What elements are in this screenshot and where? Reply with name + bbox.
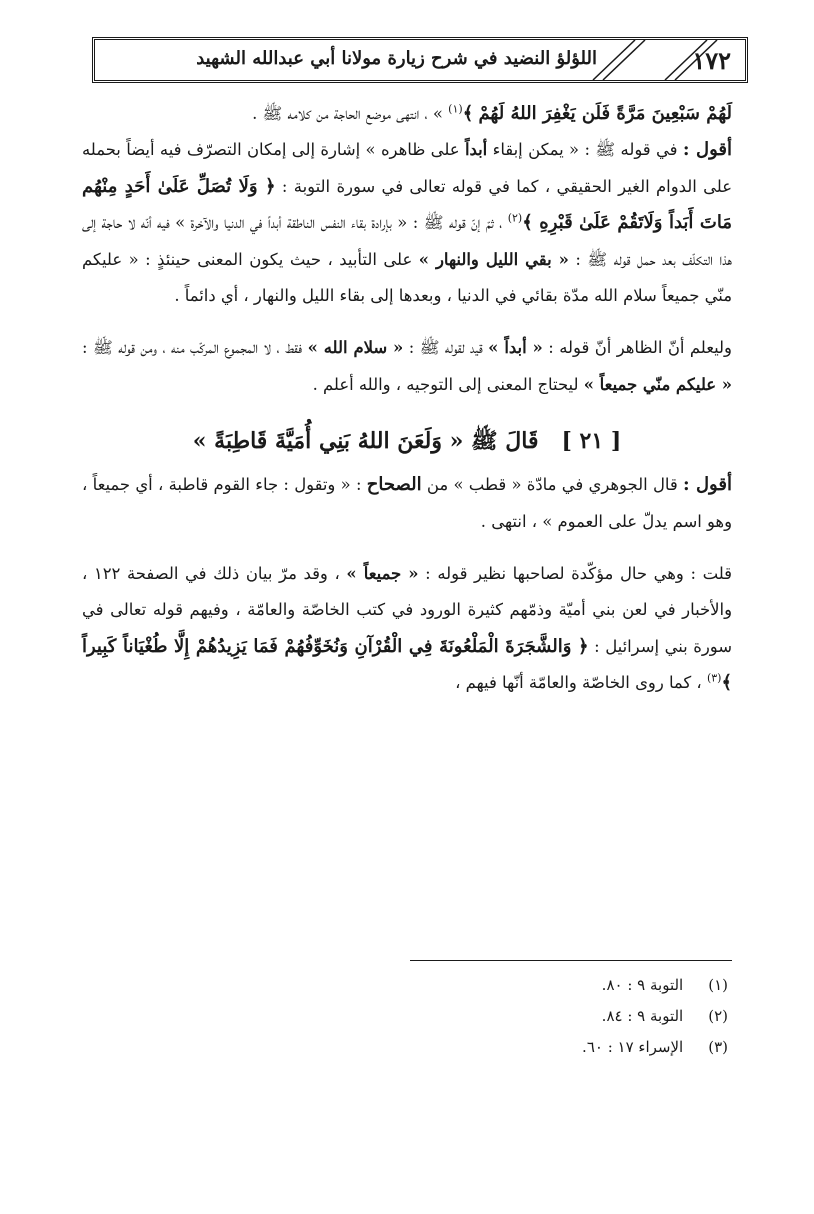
paragraph-text: » ، انتهى موضع الحاجة من كلامه ﷺ . <box>252 104 443 123</box>
paragraph-gap <box>82 540 732 556</box>
paragraph-text: قال الجوهري في مادّة « قطب » من <box>426 475 678 495</box>
bold-term: « عليكم منّي جميعاً » <box>583 374 732 394</box>
quran-quote: لَهُمْ سَبْعِينَ مَرَّةً فَلَن يَغْفِرَ اللهُ لَهُمْ <box>478 103 732 124</box>
section-number: [ ٢١ ] <box>561 428 622 455</box>
header-slash-1 <box>593 40 635 80</box>
aqulu-label: أقول : <box>682 474 732 496</box>
paragraph-3 <box>82 330 732 403</box>
bold-term: « بقي الليل والنهار » <box>418 249 569 269</box>
page-header <box>92 37 748 83</box>
paragraph-5 <box>82 556 732 702</box>
paragraph-text: ليحتاج المعنى إلى التوجيه ، والله أعلم . <box>312 374 579 394</box>
footnote-number: (٣) <box>708 1038 728 1056</box>
paragraph-text: ، ثمّ إنّ قوله ﷺ : « بإرادة بقاء النفس الناطقة أبداً في الدنيا والآخرة » فيه أنّه لا حاجة إلى هذا التكلّف بعد حمل قوله ﷺ : <box>82 213 732 269</box>
footnote-text: الإسراء ١٧ : ٦٠. <box>582 1038 684 1056</box>
bold-term: « جميعاً » <box>346 564 419 584</box>
footnote-ref: (٣) <box>706 671 722 685</box>
paragraph-text: في قوله ﷺ : « يمكن إبقاء <box>492 140 678 160</box>
book-title: الصحاح <box>366 474 422 496</box>
footnote-ref: (١) <box>448 102 463 116</box>
paragraph-text: ، كما روى الخاصّة والعامّة أنّها فيهم ، <box>455 673 702 693</box>
footnote <box>328 1001 728 1032</box>
quran-quote: ﴿ وَلَا تُصَلِّ عَلَىٰ أَحَدٍ مِنْهُم مَاتَ أَبَداً وَلَاتَقُمْ عَلَىٰ قَبْرِهِ ﴾ <box>82 175 732 234</box>
paragraph-text: قيد لقوله ﷺ : <box>408 338 483 358</box>
quote-close-bracket: ﴾ <box>462 103 474 124</box>
footnote-number: (٢) <box>708 1007 728 1025</box>
paragraph-text: على التأبيد ، حيث يكون المعنى حينئذٍ : « عليكم منّي جميعاً سلام الله مدّة بقائي في الدنيا ، وبعدها إلى بقاء الليل والنهار ، أي دائماً . <box>82 249 732 306</box>
footnote-ref: (٢) <box>507 211 523 225</box>
bold-term: « سلام الله » <box>307 338 404 358</box>
footnote-number: (١) <box>708 976 728 994</box>
paragraph-gap <box>82 314 732 330</box>
quran-quote: ﴿ وَالشَّجَرَةَ الْمَلْعُونَةَ فِي الْقُرْآنِ وَنُخَوِّفُهُمْ فَمَا يَزِيدُهُمْ إِلَّا طُغْيَاناً كَبِيراً ﴾ <box>82 635 732 694</box>
section-title: قَالَ ﷺ « وَلَعَنَ اللهُ بَنِي أُمَيَّةَ قَاطِبَةً » <box>192 428 539 455</box>
paragraph-4 <box>82 467 732 540</box>
header-slash-2 <box>603 40 645 80</box>
footnote-text: التوبة ٩ : ٨٠. <box>601 976 684 994</box>
bold-term: أبداً <box>464 140 488 160</box>
footnote-rule <box>410 960 732 961</box>
running-title: اللؤلؤ النضيد في شرح زيارة مولانا أبي عبدالله الشهيد <box>196 48 597 69</box>
paragraph-2 <box>82 132 732 314</box>
paragraph-1 <box>82 96 732 132</box>
footnote <box>328 970 728 1001</box>
footnote-text: التوبة ٩ : ٨٤. <box>601 1007 684 1025</box>
page-number: ١٧٢ <box>692 46 731 75</box>
bold-term: « أبداً » <box>488 338 543 358</box>
paragraph-text: وليعلم أنّ الظاهر أنّ قوله : <box>548 338 732 358</box>
aqulu-label: أقول : <box>682 139 732 161</box>
section-heading <box>82 421 732 461</box>
paragraph-text: على ظاهره » إشارة إلى إمكان التصرّف فيه أيضاً بحمله على الدوام الغير الحقيقي ، كما في قوله تعالى في سورة التوبة : <box>82 140 733 196</box>
paragraph-text: : « وتقول : جاء القوم قاطبة ، أي جميعاً ، وهو اسم يدلّ على العموم » ، انتهى . <box>82 475 732 531</box>
paragraph-text: قلت : وهي حال مؤكّدة لصاحبها نظير قوله : <box>425 564 732 584</box>
paragraph-text: فقط ، لا المجموع المركّب منه ، ومن قوله ﷺ : <box>82 338 303 358</box>
paragraph-text: ، وقد مرّ بيان ذلك في الصفحة ١٢٢ ، والأخبار في لعن بني أميّة وذمّهم كثيرة الورود في كتب الخاصّة والعامّة ، وفيهم قوله تعالى في سورة بني إسرائيل : <box>82 564 732 656</box>
footnote <box>328 1032 728 1063</box>
page-body <box>82 96 732 702</box>
footnotes <box>328 970 728 1063</box>
